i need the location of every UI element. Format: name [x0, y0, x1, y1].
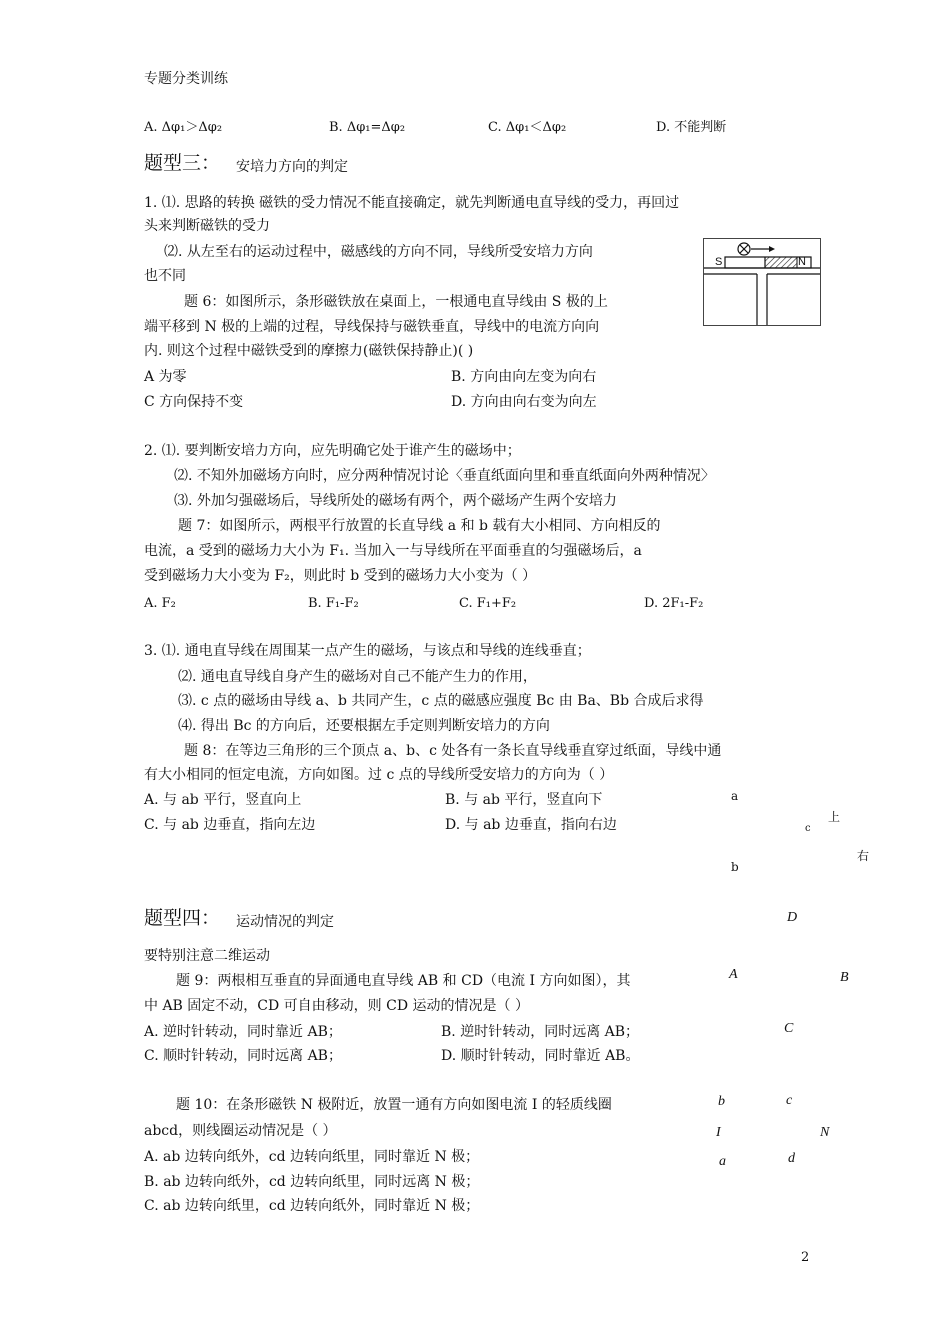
fig9-label-b: B	[840, 970, 849, 985]
section3-subtitle: 安培力方向的判定	[236, 159, 348, 175]
p1-line1: 1. ⑴. 思路的转换 磁铁的受力情况不能直接确定，就先判断通电直导线的受力，再回过	[144, 195, 680, 211]
q6-option-c: C 方向保持不变	[144, 394, 244, 410]
fig10-label-n: N	[820, 1125, 830, 1140]
fig8-label-b: b	[731, 860, 739, 874]
q8-option-a: A. 与 ab 平行，竖直向上	[144, 792, 302, 808]
q7-line2: 电流，a 受到的磁场力大小为 F₁. 当加入一与导线所在平面垂直的匀强磁场后，a	[144, 543, 642, 559]
q9-option-b: B. 逆时针转动，同时远离 AB；	[441, 1024, 640, 1040]
q10-option-a: A. ab 边转向纸外，cd 边转向纸里，同时靠近 N 极；	[144, 1149, 480, 1165]
q6-option-a: A 为零	[144, 369, 187, 385]
top-option-a: A. Δφ₁＞Δφ₂	[144, 120, 223, 135]
q9-line2: 中 AB 固定不动，CD 可自由移动，则 CD 运动的情况是（ ）	[144, 998, 529, 1014]
section4-subtitle: 运动情况的判定	[236, 914, 334, 930]
p2-line1: 2. ⑴. 要判断安培力方向，应先明确它处于谁产生的磁场中；	[144, 443, 521, 459]
q7-line3: 受到磁场力大小变为 F₂，则此时 b 受到的磁场力大小变为（ ）	[144, 568, 537, 584]
q10-option-c: C. ab 边转向纸里，cd 边转向纸外，同时靠近 N 极；	[144, 1198, 480, 1214]
q7-option-b: B. F₁-F₂	[308, 596, 359, 611]
fig10-label-a: a	[719, 1154, 726, 1169]
p3-line2: ⑵. 通电直导线自身产生的磁场对自己不能产生力的作用，	[178, 669, 537, 685]
p1-line3: ⑵. 从左至右的运动过程中，磁感线的方向不同，导线所受安培力方向	[164, 244, 593, 260]
p3-line4: ⑷. 得出 Bc 的方向后，还要根据左手定则判断安培力的方向	[178, 718, 550, 734]
section4-note: 要特别注意二维运动	[144, 948, 270, 964]
fig9-label-c: C	[784, 1021, 794, 1036]
q9-line1: 题 9：两根相互垂直的异面通电直导线 AB 和 CD（电流 I 方向如图），其	[176, 973, 631, 989]
fig10-label-i: I	[716, 1125, 721, 1140]
p1-line2: 头来判断磁铁的受力	[144, 218, 270, 234]
p1-line4: 也不同	[144, 268, 186, 284]
fig8-label-a: a	[731, 789, 739, 803]
q8-option-b: B. 与 ab 平行，竖直向下	[445, 792, 603, 808]
fig9-label-a: A	[729, 967, 738, 982]
header-title: 专题分类训练	[144, 71, 228, 87]
page-number: 2	[801, 1250, 810, 1265]
q7-option-d: D. 2F₁-F₂	[644, 596, 704, 611]
q6-option-d: D. 方向由向右变为向左	[451, 394, 597, 410]
p2-line3: ⑶. 外加匀强磁场后，导线所处的磁场有两个，两个磁场产生两个安培力	[174, 493, 617, 509]
top-option-d: D. 不能判断	[656, 120, 727, 135]
p3-line1: 3. ⑴. 通电直导线在周围某一点产生的磁场，与该点和导线的连线垂直；	[144, 643, 591, 659]
q9-option-a: A. 逆时针转动，同时靠近 AB；	[144, 1024, 342, 1040]
section3-heading: 题型三：	[144, 152, 221, 174]
q6-line2: 端平移到 N 极的上端的过程，导线保持与磁铁垂直，导线中的电流方向向	[144, 319, 600, 335]
fig10-label-d: d	[788, 1151, 795, 1166]
q7-option-a: A. F₂	[144, 596, 176, 611]
fig10-label-b: b	[718, 1094, 725, 1109]
q7-line1: 题 7：如图所示，两根平行放置的长直导线 a 和 b 载有大小相同、方向相反的	[178, 518, 661, 534]
p3-line3: ⑶. c 点的磁场由导线 a、b 共同产生，c 点的磁感应强度 Bc 由 Ba、Bb 合成后求得	[178, 693, 704, 709]
top-option-b: B. Δφ₁=Δφ₂	[329, 120, 406, 135]
fig9-label-d: D	[787, 910, 798, 925]
q6-line3: 内. 则这个过程中磁铁受到的摩擦力(磁铁保持静止)( )	[144, 343, 474, 359]
q8-option-d: D. 与 ab 边垂直，指向右边	[445, 817, 617, 833]
magnet-s-label: S	[715, 256, 723, 268]
fig8-label-right: 右	[857, 849, 870, 863]
fig8-label-up: 上	[828, 810, 841, 824]
q6-line1: 题 6：如图所示，条形磁铁放在桌面上，一根通电直导线由 S 极的上	[184, 294, 608, 310]
top-option-c: C. Δφ₁＜Δφ₂	[488, 120, 567, 135]
q10-line2: abcd，则线圈运动情况是（ ）	[144, 1123, 337, 1139]
q10-line1: 题 10：在条形磁铁 N 极附近，放置一通有方向如图电流 I 的轻质线圈	[176, 1097, 612, 1113]
magnet-figure	[703, 238, 821, 326]
q9-option-d: D. 顺时针转动，同时靠近 AB。	[441, 1048, 640, 1064]
q10-option-b: B. ab 边转向纸外，cd 边转向纸里，同时远离 N 极；	[144, 1174, 480, 1190]
q7-option-c: C. F₁+F₂	[459, 596, 517, 611]
fig8-label-c: c	[805, 823, 811, 834]
section4-heading: 题型四：	[144, 907, 221, 929]
p2-line2: ⑵. 不知外加磁场方向时，应分两种情况讨论〈垂直纸面向里和垂直纸面向外两种情况〉	[174, 468, 715, 484]
fig10-label-c: c	[786, 1093, 793, 1108]
q8-option-c: C. 与 ab 边垂直，指向左边	[144, 817, 316, 833]
magnet-n-label: N	[798, 256, 806, 268]
q9-option-c: C. 顺时针转动，同时远离 AB；	[144, 1048, 342, 1064]
q6-option-b: B. 方向由向左变为向右	[451, 369, 597, 385]
q8-line1: 题 8：在等边三角形的三个顶点 a、b、c 处各有一条长直导线垂直穿过纸面，导线中通	[184, 743, 722, 759]
q8-line2: 有大小相同的恒定电流，方向如图。过 c 点的导线所受安培力的方向为（ ）	[144, 767, 614, 783]
